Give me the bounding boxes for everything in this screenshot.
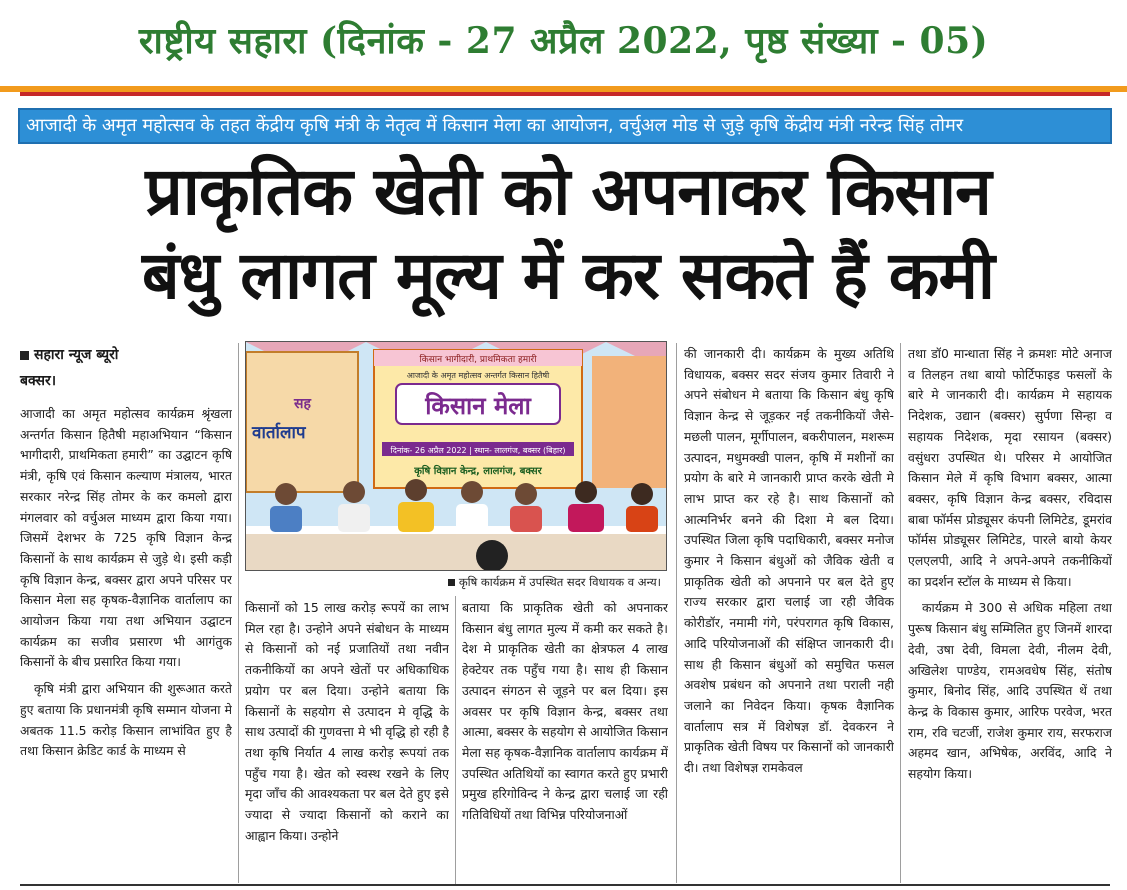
headline-line-1: प्राकृतिक खेती को अपनाकर किसान [145,153,991,230]
caption-text: कृषि कार्यक्रम में उपस्थित सदर विधायक व अन्य। [458,575,661,589]
article-photo [245,341,667,571]
kicker-text: आजादी के अमृत महोत्सव के तहत केंद्रीय कृषि मंत्री के नेतृत्व में किसान मेला का आयोजन, वर्चुअल मोड से जुड़े कृषि केंद्रीय मंत्री नरेन्द्र सिंह तोमर [26,115,964,136]
column-divider [238,343,239,883]
article-column-5 [908,344,1112,882]
column-divider [455,596,456,884]
photo-caption [245,572,667,592]
col5-paragraph-2: कार्यक्रम मे 300 से अधिक महिला तथा पुरूष किसान बंधु सम्मिलित हुए जिनमें शारदा देवी, उषा देवी, विमला देवी, नीलम देवी, अखिलेश पाण्डेय, रामअवधेष सिंह, संतोष कुमार, बिनोद सिंह, आदि उपस्थित थें तथा केन्द्र के विकास कुमार, आरिफ परवेज, भरत राम, रवि चटर्जी, राजेश कुमार राय, सरफराज अहमद खान, अभिषेक, अरविंद, आदि ने सहयोग किया। [908,600,1112,782]
masthead [0,0,1127,82]
banner-top-text: किसान भागीदारी, प्राथमिकता हमारी [419,355,537,365]
column-divider [676,343,677,883]
right-banner [592,356,667,488]
masthead-title: राष्ट्रीय सहारा (दिनांक - 27 अप्रैल 2022, पृष्ठ संख्या - 05) [138,20,989,62]
article-kicker [18,108,1112,144]
banner-title: किसान मेला [425,392,531,420]
event-photo-illustration [246,342,667,571]
left-banner-word-2: सह [294,396,311,412]
byline [20,345,240,391]
headline-line-2: बंधु लागत मूल्य में कर सकते हैं कमी [141,237,995,314]
article-column-1 [20,404,232,882]
left-banner-word: वार्तालाप [252,423,306,443]
col4-paragraph: की जानकारी दी। कार्यक्रम के मुख्य अतिथि विधायक, बक्सर सदर संजय कुमार तिवारी ने अपने संबोधन मे बताया कि किसान बंधु कृषि विज्ञान केन्द्र से जूड़कर नई तकनीकियों जैसे-मछली पालन, मूर्गीपालन, बकरीपालन, मशरूम उत्पादन, मधुमक्खी पालन, कृषि में मशीनों का प्रयोग के बारे मे जानकारी प्राप्त करके खेती मे लाभ प्राप्त कर रहे है। साथ किसानों को आत्मनिर्भर बनने की दिशा मे बल दिया। उपस्थित जिला कृषि पदाधिकारी, बक्सर मनोज कुमार ने किसान बंधुओं को जैविक खेती व प्राकृतिक खेती को अपनाने पर बल देते हुए राज्य सरकार द्वारा चलाई जा रही जैविक कोरीडॉर, नमामी गंगे, परंपरागत कृषि विकास, आदि परियोजनाओं की संक्षिप्त जानकारी दी। साथ ही किसान बंधुओं को समुचित फसल अवशेष प्रबंधन को अपनाने तथा पराली नही जलाने का निवेदन किया। कृषक वैज्ञानिक वार्तालाप सत्र में विशेषज्ञ डॉ. देवकरन ने प्राकृतिक खेती विषय पर किसानों को जानकारी दी। तथा विशेषज्ञ रामकेवल [684,346,894,776]
banner-sub-text: आजादी के अमृत महोत्सव अन्तर्गत किसान हितैषी [406,371,550,380]
audience-head [476,540,508,571]
masthead-rule-red [20,92,1110,96]
col1-paragraph-1: आजादी का अमृत महोत्सव कार्यक्रम श्रृंखला अन्तर्गत किसान हितैषी महाअभियान “किसान भागीदारी, प्राथमिकता हमारी” का उद्घाटन कृषि मंत्री, कृषि एवं किसान कल्याण मंत्रालय, भारत सरकार नरेन्द्र सिंह तोमर के कर कमलो द्वारा मंगलवार को वर्चुअल माध्यम द्वारा किया गया। जिसमें देशभर के 725 कृषि विज्ञान केन्द्र किसानों के साथ कार्यक्रम से जुड़े थे। इसी कड़ी कृषि विज्ञान केन्द्र, बक्सर द्वारा अपने परिसर पर किसान मेला सह कृषक-वैज्ञानिक वार्तालाप का आयोजन किया गया तथा अभियान उद्घाटन कार्यक्रम का सजीव प्रसारण भी आगंतुक किसानों के बीच प्रसारित किया गया। [20,406,232,670]
bottom-rule [20,884,1110,886]
article-column-4 [684,344,894,882]
col2-paragraph: किसानों को 15 लाख करोड़ रूपयें का लाभ मिल रहा है। उन्होने अपने संबोधन के माध्यम से किसानों को नई प्रजातियों तथा नवीन तकनीकियों का अपने खेतों पर अधिकाधिक प्रयोग पर बल दिया। उन्होने बताया कि किसानों के सहयोग से उत्पादन मे वृद्धि के साथ उत्पादों की गुणवत्ता मे भी वृद्धि हो रही है तथा कृषि निर्यात 4 लाख करोड़ रूपयां तक पहुँच गया है। खेत को स्वस्थ रखने के लिए मृदा जाँच की आवश्यकता पर बल देते हुए इसे ज्यादा से ज्यादा किसानों को कराने का आह्वान किया। उन्होने [245,600,449,843]
article-column-2 [245,598,449,882]
col1-paragraph-2: कृषि मंत्री द्वारा अभियान की शुरूआत करते हुए बताया कि प्रधानमंत्री कृषि सम्मान योजना मे अबतक 11.5 करोड़ किसान लाभांवित हुए है तथा किसान क्रेडिट कार्ड के माध्यम से [20,681,232,759]
dateline: बक्सर। [20,373,57,389]
byline-text: सहारा न्यूज ब्यूरो [34,347,119,363]
col5-paragraph-1: तथा डॉ0 मान्धाता सिंह ने क्रमशः मोटे अनाज व तिलहन तथा बायो फोर्टिफाइड फसलों के बारे मे जानकारी दी। कार्यक्रम मे सहायक निदेशक, उद्यान (बक्सर) सुर्पणा सिन्हा व सहायक निदेशक, मृदा रसायन (बक्सर) वसुंधरा उपस्थित थे। परिसर मे आयोजित किसान मेले में कृषि विभाग बक्सर, आत्मा बक्सर, कृषि विज्ञान केन्द्र बक्सर, रविदास बाबा फॉर्मस प्रोड्यूसर कंपनी लिमिटेड, डूमरांव फॉर्मस प्रोड्यूसर लिमिटेड, पारले बायो केयर एलएलपी, आदि ने अपने-अपने तकनीकियों का प्रदर्शन स्टॉल के माध्यम से किया। [908,346,1112,589]
article-column-3 [462,598,668,882]
banner-date-line: दिनांक- 26 अप्रैल 2022 | स्थान- लालगंज, बक्सर (बिहार) [390,446,566,455]
left-banner [246,352,358,492]
column-divider [900,343,901,883]
stage-table [246,532,667,571]
byline-square-icon [20,351,29,360]
article-headline [18,150,1118,318]
banner-org: कृषि विज्ञान केन्द्र, लालगंज, बक्सर [414,466,542,477]
caption-square-icon [448,579,455,586]
col3-paragraph: बताया कि प्राकृतिक खेती को अपनाकर किसान बंधु लागत मुल्य में कमी कर सकते है। देश मे प्राकृतिक खेती का क्षेत्रफल 4 लाख हेक्टेयर तक पहुँच गया है। साथ ही किसान उत्पादन संगठन से जूड़ने पर बल दिया। इस अवसर पर कृषि विज्ञान केन्द्र, बक्सर तथा आत्मा, बक्सर के सहयोग से आयोजित किसान मेला सह कृषक-वैज्ञानिक वार्तालाप कार्यक्रम में उपस्थित अतिथियों का स्वागत करते हुए प्रभारी प्रमुख हरिगोविन्द ने केन्द्र द्वारा चलाई जा रही गतिविधियों तथा विभिन्न परियोजनाओं [462,600,668,823]
